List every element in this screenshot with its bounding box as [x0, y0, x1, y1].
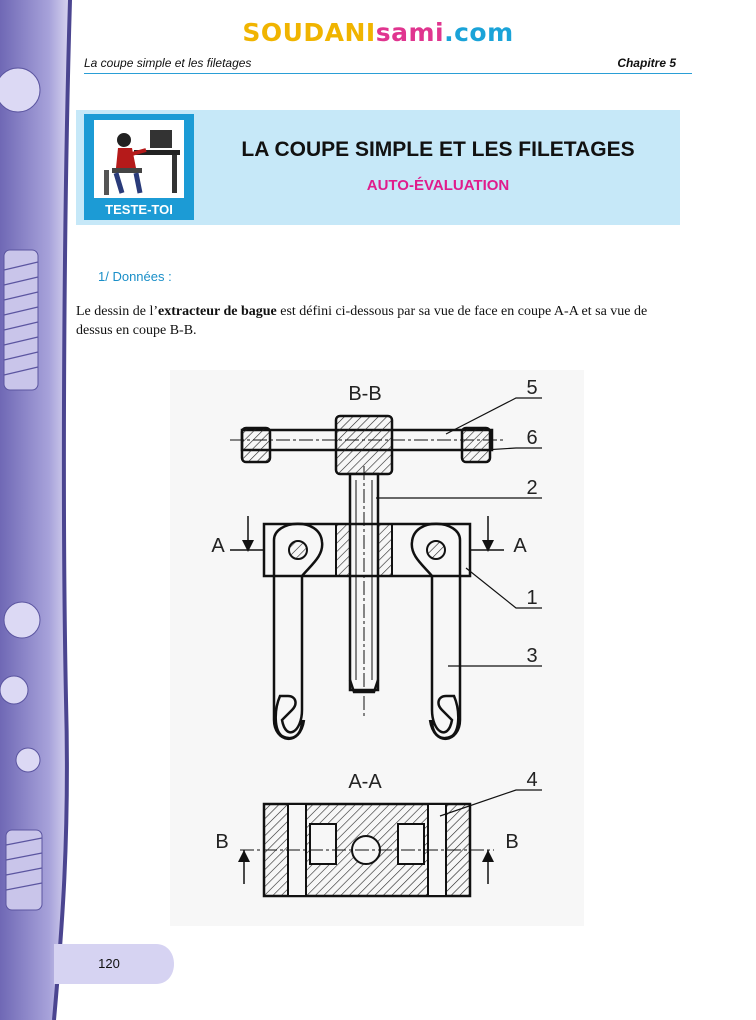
callout-2: 2	[526, 477, 538, 499]
callout-6: 6	[526, 427, 538, 449]
screw	[350, 466, 378, 716]
body-section-aa	[240, 804, 494, 896]
section-letter-a-left: A	[211, 535, 225, 557]
site-logo	[0, 18, 756, 47]
page-number-tab	[44, 944, 174, 984]
banner-subtitle: AUTO-ÉVALUATION	[366, 177, 510, 194]
section-letter-b-left: B	[215, 831, 229, 853]
student-at-desk-illustration	[94, 120, 184, 198]
logo-part-3: .com	[444, 18, 514, 47]
section-heading: 1/ Données :	[98, 269, 172, 284]
section-letter-b-right: B	[505, 831, 519, 853]
section-letter-a-right: A	[513, 535, 527, 557]
header-chapter-title: La coupe simple et les filetages	[84, 56, 252, 70]
view-label-bb: B-B	[348, 383, 382, 405]
chapter-banner	[76, 110, 680, 225]
logo-part-1: SOUDANI	[242, 18, 376, 47]
decorative-sidebar	[0, 0, 78, 1020]
running-header	[84, 54, 692, 74]
teste-toi-badge	[84, 114, 194, 220]
view-label-aa: A-A	[348, 771, 382, 793]
badge-label: TESTE-TOI	[105, 202, 173, 217]
logo-part-2: sami	[375, 18, 445, 47]
callout-3: 3	[526, 645, 538, 667]
callout-1: 1	[526, 587, 538, 609]
paragraph-text-before: Le dessin de l’	[76, 304, 159, 319]
technical-drawing-extractor	[170, 370, 584, 926]
banner-title: LA COUPE SIMPLE ET LES FILETAGES	[241, 138, 635, 161]
paragraph-bold-term: extracteur de bague	[158, 304, 277, 319]
intro-paragraph	[76, 302, 682, 340]
callout-5: 5	[526, 377, 538, 399]
header-chapter-number: Chapitre 5	[617, 56, 676, 70]
page-number: 120	[98, 956, 120, 971]
callout-4: 4	[526, 769, 538, 791]
paragraph-text-after: est défini ci-dessous par sa vue de face en coupe A-A et sa vue de dessus en coupe B-B.	[76, 304, 648, 338]
